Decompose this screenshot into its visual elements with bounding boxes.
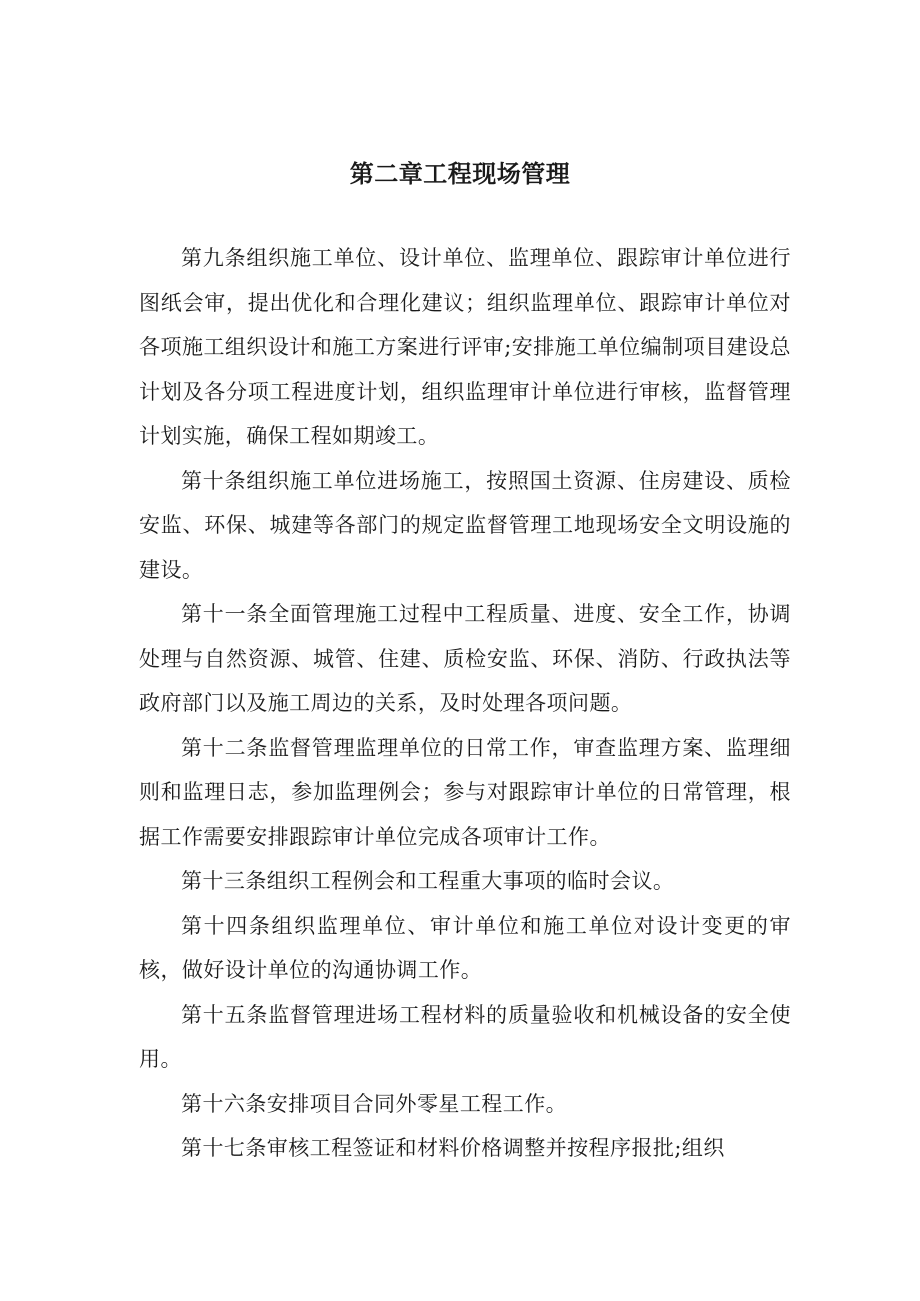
article-11: 第十一条全面管理施工过程中工程质量、进度、安全工作，协调处理与自然资源、城管、住建、质检安监、环保、消防、行政执法等政府部门以及施工周边的关系，及时处理各项问题。 xyxy=(139,602,791,715)
article-14: 第十四条组织监理单位、审计单位和施工单位对设计变更的审核，做好设计单位的沟通协调工作。 xyxy=(139,913,791,982)
article-9: 第九条组织施工单位、设计单位、监理单位、跟踪审计单位进行图纸会审，提出优化和合理化建议；组织监理单位、跟踪审计单位对各项施工组织设计和施工方案进行评审;安排施工单位编制项目建设总计划及各分项工程进度计划，组织监理审计单位进行审核，监督管理计划实施，确保工程如期竣工。 xyxy=(139,246,791,448)
article-13: 第十三条组织工程例会和工程重大事项的临时会议。 xyxy=(181,869,675,893)
article-15: 第十五条监督管理进场工程材料的质量验收和机械设备的安全使用。 xyxy=(139,1002,791,1071)
article-10: 第十条组织施工单位进场施工，按照国土资源、住房建设、质检安监、环保、城建等各部门的规定监督管理工地现场安全文明设施的建设。 xyxy=(139,468,791,582)
chapter-title: 第二章工程现场管理 xyxy=(349,160,571,188)
article-16: 第十六条安排项目合同外零星工程工作。 xyxy=(181,1091,568,1116)
article-12: 第十二条监督管理监理单位的日常工作，审查监理方案、监理细则和监理日志，参加监理例会；参与对跟踪审计单位的日常管理，根据工作需要安排跟踪审计单位完成各项审计工作。 xyxy=(139,735,791,849)
article-body xyxy=(139,236,791,1171)
article-17: 第十七条审核工程签证和材料价格调整并按程序报批;组织 xyxy=(181,1136,725,1160)
